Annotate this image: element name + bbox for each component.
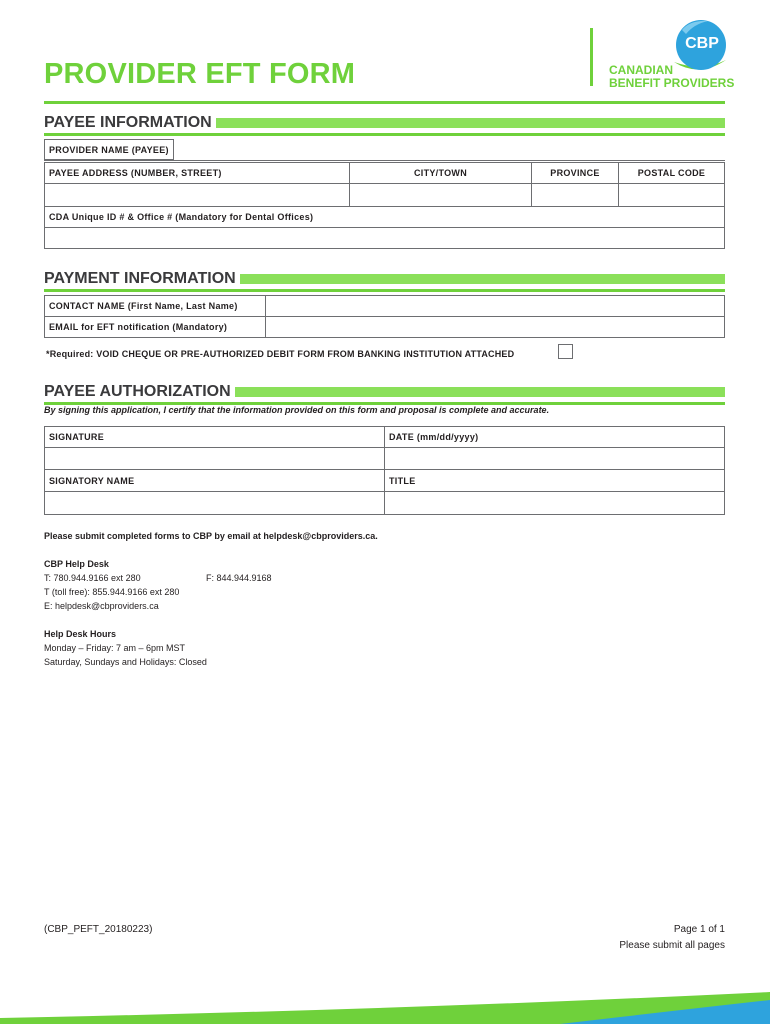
- cda-id-input[interactable]: [44, 227, 725, 249]
- provider-name-label-cell: PROVIDER NAME (PAYEE): [44, 139, 174, 160]
- date-label: DATE (mm/dd/yyyy): [384, 426, 725, 448]
- city-label: CITY/TOWN: [349, 162, 532, 184]
- payee-authorization-section: [44, 383, 725, 405]
- title-label: TITLE: [384, 469, 725, 492]
- certification-statement: By signing this application, I certify that the information provided on this form and proposal is complete and accurate.: [44, 405, 550, 415]
- logo-line-1: CANADIAN: [609, 63, 673, 77]
- form-title: PROVIDER EFT FORM: [44, 58, 356, 90]
- signature-input[interactable]: [44, 447, 385, 470]
- help-desk-hours-weekend: Saturday, Sundays and Holidays: Closed: [44, 657, 207, 667]
- payee-information-section: [44, 114, 725, 136]
- void-cheque-checkbox[interactable]: [558, 344, 573, 359]
- eft-email-label: EMAIL for EFT notification (Mandatory): [44, 316, 266, 338]
- form-code: (CBP_PEFT_20180223): [44, 924, 153, 935]
- contact-name-label: CONTACT NAME (First Name, Last Name): [44, 295, 266, 317]
- postal-code-label: POSTAL CODE: [618, 162, 725, 184]
- logo-wordmark: [609, 64, 734, 90]
- help-desk-heading: CBP Help Desk: [44, 559, 109, 569]
- title-input[interactable]: [384, 491, 725, 515]
- help-desk-toll-free: T (toll free): 855.944.9166 ext 280: [44, 587, 180, 597]
- title-divider: [44, 101, 725, 104]
- date-input[interactable]: [384, 447, 725, 470]
- help-desk-hours-weekday: Monday – Friday: 7 am – 6pm MST: [44, 643, 186, 653]
- city-input[interactable]: [349, 183, 532, 207]
- logo-line-2: BENEFIT PROVIDERS: [609, 76, 735, 90]
- help-desk-fax: F: 844.944.9168: [206, 573, 272, 583]
- submit-instructions: Please submit completed forms to CBP by email at helpdesk@cbproviders.ca.: [44, 531, 378, 541]
- page-number: Page 1 of 1: [673, 924, 725, 935]
- submit-all-pages-note: Please submit all pages: [619, 940, 725, 951]
- void-cheque-requirement: *Required: VOID CHEQUE OR PRE-AUTHORIZED DEBIT FORM FROM BANKING INSTITUTION ATTACHED: [46, 349, 515, 359]
- signatory-name-input[interactable]: [44, 491, 385, 515]
- payment-information-section: [44, 270, 725, 292]
- section-rule: [44, 133, 725, 136]
- section-heading: PAYEE INFORMATION: [44, 114, 216, 132]
- payee-address-input[interactable]: [44, 183, 350, 207]
- cda-id-label: CDA Unique ID # & Office # (Mandatory for Dental Offices): [44, 206, 725, 228]
- payee-address-label: PAYEE ADDRESS (NUMBER, STREET): [44, 162, 350, 184]
- signature-label: SIGNATURE: [44, 426, 385, 448]
- eft-email-input[interactable]: [265, 316, 725, 338]
- section-heading: PAYEE AUTHORIZATION: [44, 383, 235, 401]
- postal-code-input[interactable]: [618, 183, 725, 207]
- province-input[interactable]: [531, 183, 619, 207]
- contact-name-input[interactable]: [265, 295, 725, 317]
- section-heading: PAYMENT INFORMATION: [44, 270, 240, 288]
- logo-badge: CBP: [685, 35, 719, 52]
- section-rule: [44, 289, 725, 292]
- signatory-name-label: SIGNATORY NAME: [44, 469, 385, 492]
- logo-divider: [590, 28, 593, 86]
- province-label: PROVINCE: [531, 162, 619, 184]
- help-desk-phone: T: 780.944.9166 ext 280: [44, 573, 141, 583]
- help-desk-hours-heading: Help Desk Hours: [44, 629, 117, 639]
- help-desk-email: E: helpdesk@cbproviders.ca: [44, 601, 159, 611]
- row-divider: [44, 160, 725, 161]
- footer-swoosh-graphic: [0, 990, 770, 1024]
